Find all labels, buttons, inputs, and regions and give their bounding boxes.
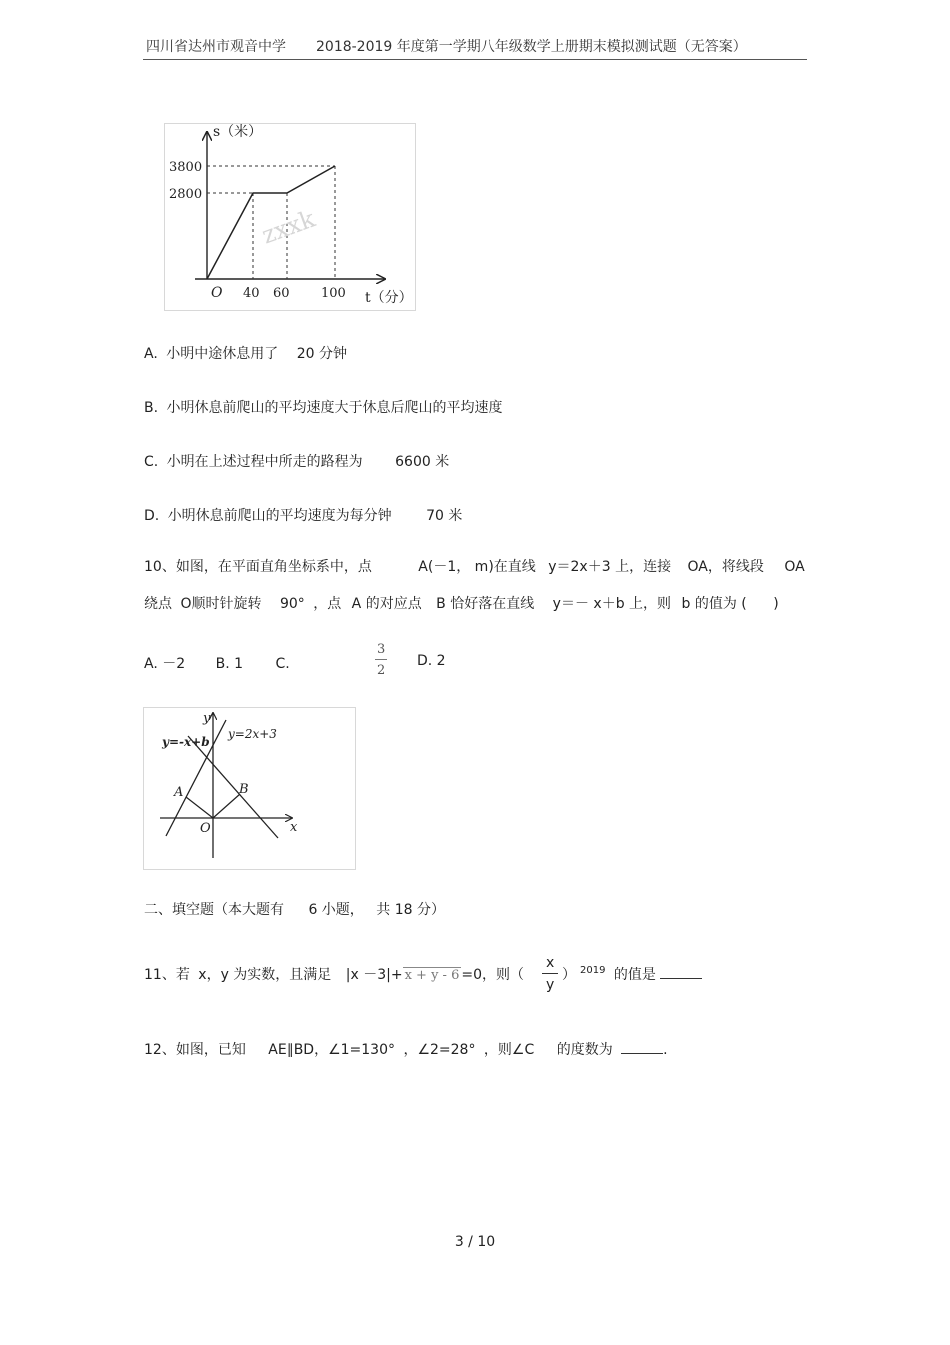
y-tick-3800: 3800 [169, 160, 203, 175]
x-tick-40: 40 [243, 286, 260, 301]
q9-option-a: A. 小明中途休息用了 20 分钟 [144, 346, 347, 362]
q10-line-2: 绕点 O顺时针旋转 90° ，点 A 的对应点 B 恰好落在直线 y＝－ x＋b 上，则 b 的值为 ( ) [144, 596, 779, 612]
distance-time-graph [164, 123, 416, 311]
q10-option-b: B. 1 [215, 656, 244, 672]
x-axis-label: x [290, 820, 298, 835]
q10-option-d: D. 2 [417, 653, 446, 669]
q10-option-c: C. [275, 656, 290, 672]
coordinate-graph [143, 707, 356, 870]
q11-fraction: x y [542, 953, 558, 996]
q9-option-d: D. 小明休息前爬山的平均速度为每分钟 70 米 [144, 508, 463, 524]
sqrt-expression: x + y - 6 [404, 968, 460, 983]
q10-option-c-fraction: 3 2 [377, 642, 386, 678]
point-b-label: B [239, 782, 249, 797]
q9-option-b: B. 小明休息前爬山的平均速度大于休息后爬山的平均速度 [144, 400, 503, 416]
y-axis-label: y [203, 711, 211, 726]
header-rule [143, 59, 807, 60]
point-a-label: A [174, 785, 184, 800]
q10-options [144, 653, 290, 673]
q10-option-a: A. －2 [144, 656, 186, 672]
line2-label: y=-x+b [162, 735, 210, 749]
q11-tail: ） $^{2019}$ 的值是 [562, 964, 702, 984]
y-axis-label: s（米） [213, 124, 263, 140]
q10-line-1: 10、如图，在平面直角坐标系中，点 A(－1， m)在直线 y＝2x＋3 上，连接 OA，将线段 OA [144, 559, 805, 575]
page-number: 3 / 10 [454, 1234, 496, 1250]
line1-label: y=2x+3 [228, 727, 277, 741]
header-title: 2018-2019 年度第一学期八年级数学上册期末模拟测试题（无答案） [316, 39, 747, 55]
section-2-heading: 二、填空题（本大题有 6 小题， 共 18 分） [144, 902, 445, 918]
q11-answer-blank[interactable] [660, 966, 702, 979]
segment-oa [186, 797, 213, 818]
segment-ob [213, 794, 240, 818]
page-header [146, 36, 747, 56]
q11: 11、若 x，y 为实数，且满足 |x －3|+ x + y - 6 =0，则（ [144, 967, 524, 983]
x-tick-60: 60 [273, 286, 290, 301]
header-school: 四川省达州市观音中学 [146, 39, 286, 55]
q12: 12、如图，已知 AE∥BD，∠1=130° ，∠2=28° ，则∠C 的度数为 . [144, 1042, 668, 1058]
origin-label: O [200, 821, 211, 836]
q12-answer-blank[interactable] [621, 1041, 663, 1054]
x-tick-100: 100 [321, 286, 346, 301]
watermark: zxxk [258, 204, 319, 250]
origin-label: O [211, 285, 223, 301]
coordinate-svg [144, 708, 355, 869]
x-axis-label: t（分） [365, 290, 413, 306]
q9-option-c: C. 小明在上述过程中所走的路程为 6600 米 [144, 454, 450, 470]
y-tick-2800: 2800 [169, 187, 203, 202]
distance-time-svg [165, 124, 415, 310]
